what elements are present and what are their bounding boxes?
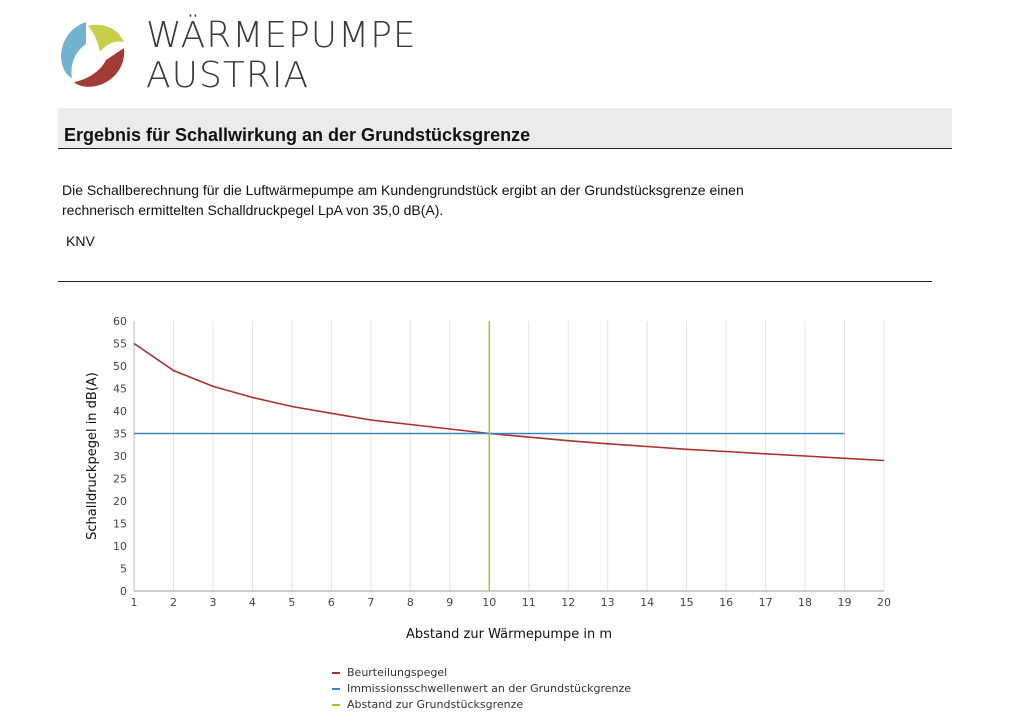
x-axis-title: Abstand zur Wärmepumpe in m [405, 627, 613, 642]
series-layer [134, 321, 884, 591]
chart-svg [0, 300, 1024, 724]
axes-layer [134, 321, 884, 591]
grid-layer [134, 321, 884, 591]
description-line-1: Die Schallberechnung für die Luftwärmepumpe am Kundengrundstück ergibt an der Grundstücksgrenze einen [62, 182, 744, 198]
legend-label: Abstand zur Grundstücksgrenze [347, 698, 524, 711]
y-tick-label: 20 [113, 495, 127, 508]
description-line-2: rechnerisch ermittelten Schalldruckpegel LpA von 35,0 dB(A). [62, 202, 444, 218]
x-tick-label: 17 [758, 596, 773, 609]
y-tick-label: 0 [120, 585, 127, 598]
x-tick-label: 14 [640, 596, 655, 609]
x-tick-label: 20 [877, 596, 891, 609]
x-tick-label: 19 [837, 596, 852, 609]
x-tick-label: 5 [288, 596, 296, 609]
x-tick-label: 15 [679, 596, 694, 609]
y-tick-label: 35 [113, 427, 127, 441]
x-tick-label: 13 [600, 596, 615, 609]
section-header [58, 108, 952, 149]
legend-label: Beurteilungspegel [347, 666, 448, 679]
y-tick-label: 15 [113, 517, 127, 531]
y-tick-label: 50 [113, 360, 127, 373]
x-tick-label: 11 [521, 596, 536, 609]
y-tick-label: 10 [113, 540, 127, 553]
x-tick-label: 1 [130, 596, 138, 609]
y-tick-label: 45 [113, 382, 127, 396]
knv-label: KNV [66, 233, 95, 249]
description [62, 180, 942, 220]
divider [58, 281, 932, 282]
y-tick-label: 5 [120, 562, 127, 576]
x-tick-label: 18 [798, 596, 813, 609]
logo-line-2: AUSTRIA [146, 55, 310, 96]
y-tick-label: 55 [113, 337, 127, 351]
x-tick-label: 10 [482, 596, 497, 609]
x-tick-label: 2 [169, 596, 177, 609]
x-tick-label: 8 [406, 596, 414, 609]
x-tick-label: 6 [327, 596, 335, 609]
x-tick-label: 9 [446, 596, 454, 609]
y-tick-label: 60 [113, 315, 127, 328]
logo-blue-segment [61, 22, 86, 78]
y-tick-label: 40 [113, 405, 127, 418]
logo-line-1: WÄRMEPUMPE [146, 15, 417, 56]
logo-red-segment [74, 48, 124, 87]
x-tick-label: 3 [209, 596, 217, 609]
legend-label: Immissionsschwellenwert an der Grundstückgrenze [347, 682, 632, 695]
wp-austria-logo-icon [56, 18, 128, 90]
x-tick-label: 4 [248, 596, 256, 609]
x-tick-label: 12 [561, 596, 576, 609]
labels-layer [113, 315, 891, 609]
y-tick-label: 25 [113, 472, 127, 486]
logo-green-segment [88, 25, 124, 52]
logo-wordmark [146, 16, 417, 96]
x-tick-label: 7 [367, 596, 375, 609]
x-tick-label: 16 [719, 596, 734, 609]
series-line-1 [134, 344, 884, 461]
y-tick-label: 30 [113, 450, 127, 463]
chart-legend [332, 666, 631, 711]
section-title: Ergebnis für Schallwirkung an der Grundstücksgrenze [64, 125, 531, 145]
noise-chart [0, 300, 1024, 724]
y-axis-title: Schalldruckpegel in dB(A) [85, 372, 100, 540]
